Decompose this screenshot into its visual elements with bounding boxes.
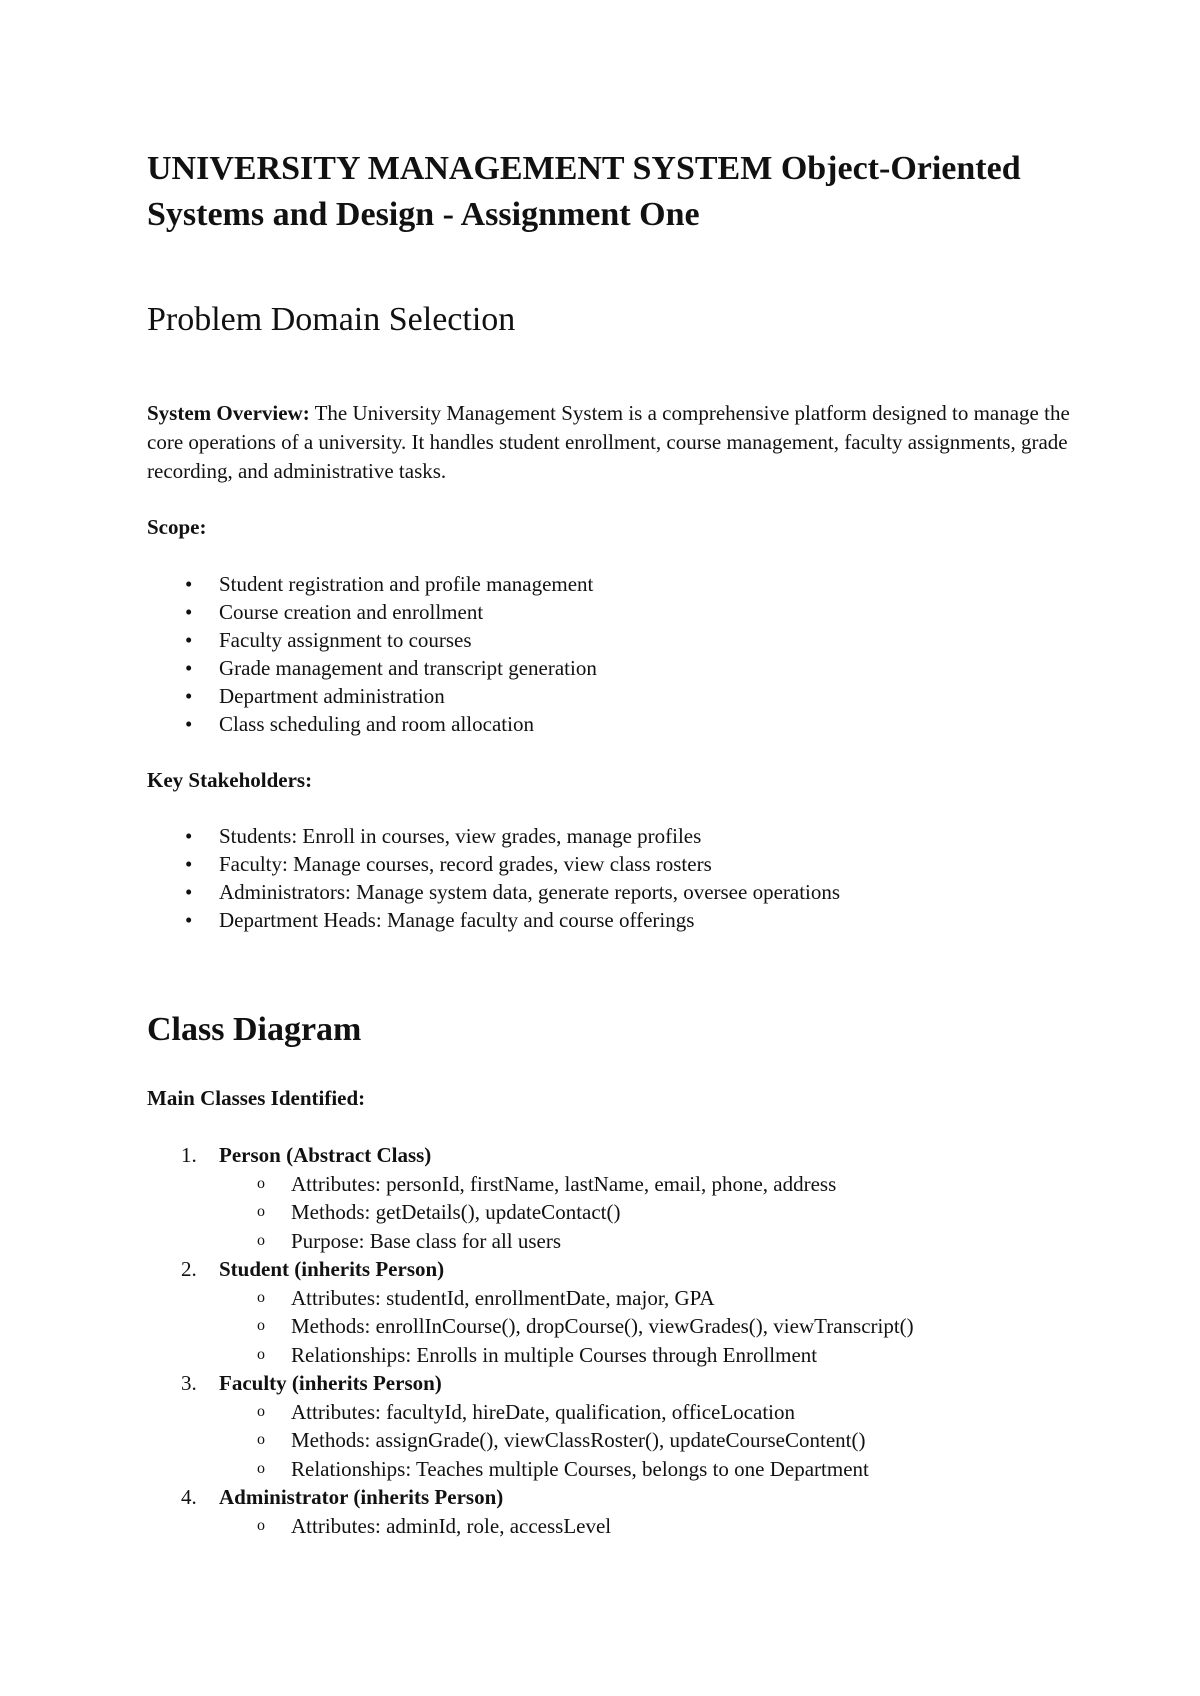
system-overview-label: System Overview:: [147, 401, 310, 425]
bullet-icon: •: [185, 852, 193, 876]
scope-list: [147, 570, 597, 738]
class-heading: [147, 1255, 914, 1284]
class-diagram-heading: Class Diagram: [147, 1011, 362, 1048]
list-item: o Attributes: adminId, role, accessLevel: [147, 1512, 914, 1541]
class-entry-student: [147, 1255, 914, 1369]
list-item: o Purpose: Base class for all users: [147, 1227, 914, 1256]
stakeholders-list: [147, 822, 840, 934]
sub-bullet-icon: o: [257, 1516, 265, 1534]
list-item: • Administrators: Manage system data, generate reports, oversee operations: [185, 880, 841, 904]
class-number: 4.: [181, 1485, 197, 1509]
list-item: • Department Heads: Manage faculty and course offerings: [185, 908, 695, 932]
class-entry-administrator: [147, 1483, 914, 1540]
list-item: • Grade management and transcript generation: [185, 656, 597, 680]
class-details: [147, 1512, 914, 1541]
bullet-icon: •: [185, 712, 193, 736]
class-number: 3.: [181, 1371, 197, 1395]
class-details: [147, 1170, 914, 1256]
sub-bullet-icon: o: [257, 1431, 265, 1448]
class-number: 1.: [181, 1143, 197, 1167]
list-item: • Course creation and enrollment: [185, 600, 484, 624]
sub-bullet-icon: o: [257, 1317, 265, 1334]
sub-bullet-icon: o: [257, 1288, 265, 1306]
classes-list: [147, 1141, 914, 1540]
class-name: Faculty (inherits Person): [219, 1371, 442, 1395]
bullet-icon: •: [185, 656, 193, 680]
list-item: • Class scheduling and room allocation: [185, 712, 534, 736]
document-title: UNIVERSITY MANAGEMENT SYSTEM Object-Oriented Systems and Design - Assignment One: [147, 150, 1021, 233]
class-heading: [147, 1141, 914, 1170]
class-details: [147, 1398, 914, 1484]
list-item: o Attributes: facultyId, hireDate, qualification, officeLocation: [147, 1398, 914, 1427]
sub-bullet-icon: o: [257, 1203, 265, 1220]
class-name: Administrator (inherits Person): [219, 1485, 504, 1509]
list-item: o Attributes: studentId, enrollmentDate, major, GPA: [147, 1284, 914, 1313]
sub-bullet-icon: o: [257, 1231, 265, 1249]
list-item: o Methods: getDetails(), updateContact(): [147, 1198, 914, 1227]
list-item: • Students: Enroll in courses, view grades, manage profiles: [185, 824, 702, 848]
class-entry-person: [147, 1141, 914, 1255]
class-number: 2.: [181, 1257, 197, 1281]
list-item: o Relationships: Enrolls in multiple Courses through Enrollment: [147, 1341, 914, 1370]
class-name: Student (inherits Person): [219, 1257, 445, 1281]
problem-domain-heading: Problem Domain Selection: [147, 301, 516, 338]
sub-bullet-icon: o: [257, 1402, 265, 1420]
scope-label: Scope:: [147, 515, 207, 539]
bullet-icon: •: [185, 908, 193, 932]
list-item: • Department administration: [185, 684, 445, 708]
class-heading: [147, 1369, 914, 1398]
sub-bullet-icon: o: [257, 1345, 265, 1363]
list-item: o Methods: enrollInCourse(), dropCourse(), viewGrades(), viewTranscript(): [147, 1312, 914, 1341]
bullet-icon: •: [185, 684, 193, 708]
class-name: Person (Abstract Class): [219, 1143, 432, 1167]
key-stakeholders-label: Key Stakeholders:: [147, 768, 313, 792]
bullet-icon: •: [185, 600, 193, 624]
list-item: o Relationships: Teaches multiple Courses, belongs to one Department: [147, 1455, 914, 1484]
sub-bullet-icon: o: [257, 1174, 265, 1192]
list-item: • Student registration and profile management: [185, 572, 594, 596]
list-item: o Methods: assignGrade(), viewClassRoster(), updateCourseContent(): [147, 1426, 914, 1455]
bullet-icon: •: [185, 572, 193, 596]
class-heading: [147, 1483, 914, 1512]
bullet-icon: •: [185, 880, 193, 904]
list-item: o Attributes: personId, firstName, lastName, email, phone, address: [147, 1170, 914, 1199]
bullet-icon: •: [185, 824, 193, 848]
sub-bullet-icon: o: [257, 1459, 265, 1477]
list-item: • Faculty: Manage courses, record grades, view class rosters: [185, 852, 712, 876]
class-entry-faculty: [147, 1369, 914, 1483]
list-item: • Faculty assignment to courses: [185, 628, 472, 652]
class-details: [147, 1284, 914, 1370]
main-classes-label: Main Classes Identified:: [147, 1086, 366, 1110]
system-overview-text: The University Management System is a comprehensive platform designed to manage the core operations of a university. It handles student enrollment, course management, faculty assignments, grade recording, and administrative tasks.: [147, 401, 1070, 483]
bullet-icon: •: [185, 628, 193, 652]
system-overview-paragraph: [147, 399, 1077, 486]
